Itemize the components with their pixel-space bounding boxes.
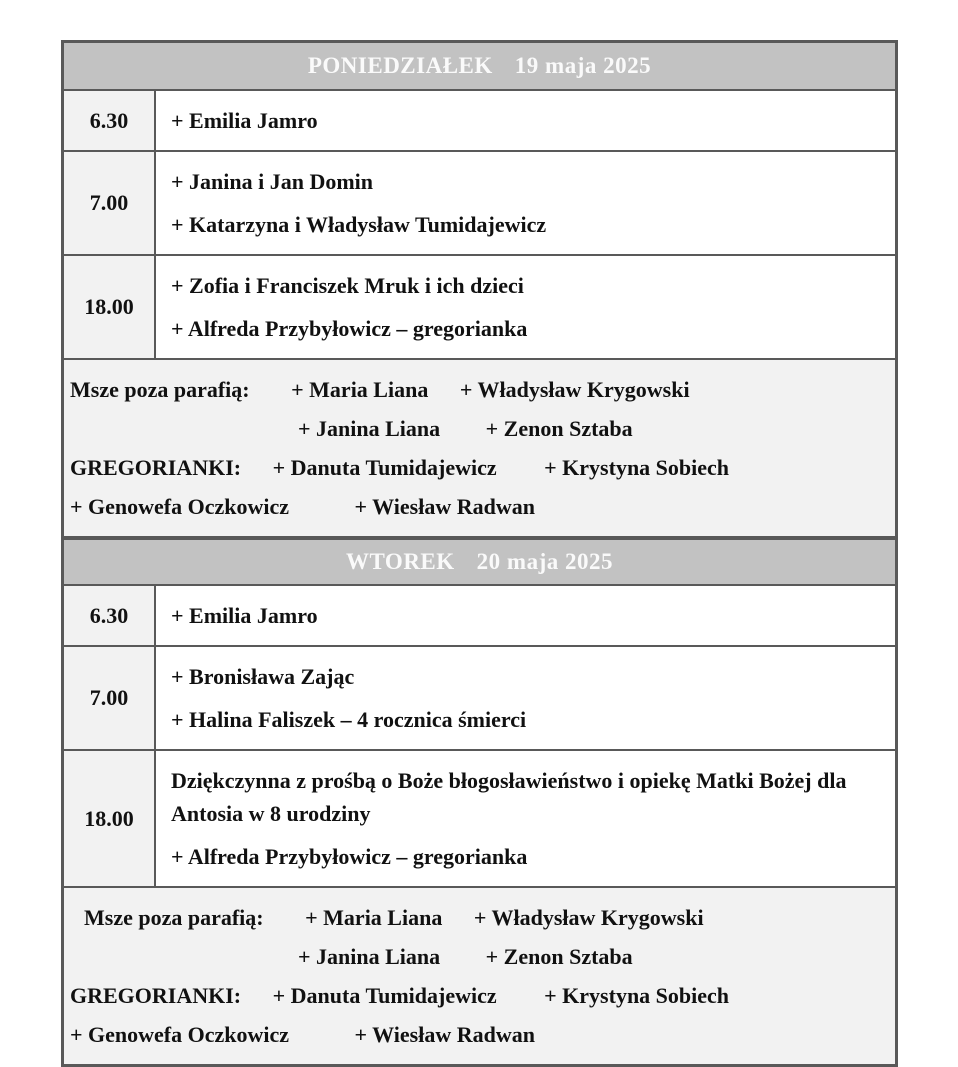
mass-row bbox=[64, 647, 895, 751]
day-date: 19 maja 2025 bbox=[514, 53, 652, 78]
gregorianki-line2 bbox=[70, 1015, 887, 1054]
mass-intentions bbox=[156, 91, 895, 150]
outside-mass-name: + Janina Liana bbox=[298, 944, 441, 969]
mass-row bbox=[64, 256, 895, 360]
mass-intentions bbox=[156, 152, 895, 254]
outside-parish-masses-tuesday bbox=[64, 888, 895, 1064]
day-header-monday bbox=[64, 43, 895, 91]
gregorianka-name: + Wiesław Radwan bbox=[354, 494, 535, 519]
gregorianki-label: GREGORIANKI: bbox=[70, 983, 242, 1008]
outside-masses-line1 bbox=[70, 898, 887, 937]
mass-row bbox=[64, 91, 895, 152]
day-name: PONIEDZIAŁEK bbox=[307, 53, 493, 78]
outside-mass-name: + Maria Liana bbox=[291, 377, 429, 402]
intention: + Janina i Jan Domin bbox=[171, 169, 374, 194]
mass-row bbox=[64, 152, 895, 256]
outside-masses-line2 bbox=[70, 937, 887, 976]
intention: + Zofia i Franciszek Mruk i ich dzieci bbox=[171, 273, 524, 298]
intention: + Alfreda Przybyłowicz – gregorianka bbox=[171, 316, 528, 341]
gregorianka-name: + Danuta Tumidajewicz bbox=[272, 983, 497, 1008]
gregorianki-line2 bbox=[70, 487, 887, 526]
outside-masses-label: Msze poza parafią: bbox=[84, 905, 264, 930]
gregorianka-name: + Danuta Tumidajewicz bbox=[272, 455, 497, 480]
day-name: WTOREK bbox=[346, 549, 455, 574]
mass-time: 6.30 bbox=[64, 91, 156, 150]
mass-time: 7.00 bbox=[64, 647, 156, 749]
mass-intentions bbox=[156, 256, 895, 358]
intention: + Halina Faliszek – 4 rocznica śmierci bbox=[171, 707, 527, 732]
intention: Dziękczynna z prośbą o Boże błogosławieństwo i opiekę Matki Bożej dla Antosia w 8 urodziny bbox=[171, 768, 847, 826]
mass-schedule-table bbox=[61, 40, 898, 1067]
intention: + Emilia Jamro bbox=[171, 108, 318, 133]
gregorianka-name: + Wiesław Radwan bbox=[354, 1022, 535, 1047]
mass-time: 18.00 bbox=[64, 256, 156, 358]
day-date: 20 maja 2025 bbox=[476, 549, 613, 574]
gregorianka-name: + Genowefa Oczkowicz bbox=[70, 1022, 290, 1047]
intention: + Alfreda Przybyłowicz – gregorianka bbox=[171, 844, 528, 869]
outside-masses-line1 bbox=[70, 370, 887, 409]
mass-intentions bbox=[156, 586, 895, 645]
intention: + Emilia Jamro bbox=[171, 603, 318, 628]
outside-masses-label: Msze poza parafią: bbox=[70, 377, 250, 402]
intention: + Katarzyna i Władysław Tumidajewicz bbox=[171, 212, 547, 237]
outside-mass-name: + Zenon Sztaba bbox=[485, 416, 633, 441]
gregorianka-name: + Krystyna Sobiech bbox=[544, 983, 730, 1008]
mass-row bbox=[64, 751, 895, 888]
mass-row bbox=[64, 586, 895, 647]
intention: + Bronisława Zając bbox=[171, 664, 355, 689]
outside-mass-name: + Władysław Krygowski bbox=[459, 377, 690, 402]
mass-time: 6.30 bbox=[64, 586, 156, 645]
outside-masses-line2 bbox=[70, 409, 887, 448]
mass-time: 18.00 bbox=[64, 751, 156, 886]
outside-mass-name: + Władysław Krygowski bbox=[473, 905, 704, 930]
gregorianka-name: + Krystyna Sobiech bbox=[544, 455, 730, 480]
gregorianki-line1 bbox=[70, 976, 887, 1015]
gregorianka-name: + Genowefa Oczkowicz bbox=[70, 494, 290, 519]
mass-intentions bbox=[156, 647, 895, 749]
outside-mass-name: + Janina Liana bbox=[298, 416, 441, 441]
outside-mass-name: + Zenon Sztaba bbox=[485, 944, 633, 969]
mass-intentions bbox=[156, 751, 895, 886]
outside-parish-masses-monday bbox=[64, 360, 895, 538]
day-header-tuesday bbox=[64, 538, 895, 586]
gregorianki-line1 bbox=[70, 448, 887, 487]
mass-time: 7.00 bbox=[64, 152, 156, 254]
gregorianki-label: GREGORIANKI: bbox=[70, 455, 242, 480]
outside-mass-name: + Maria Liana bbox=[305, 905, 443, 930]
